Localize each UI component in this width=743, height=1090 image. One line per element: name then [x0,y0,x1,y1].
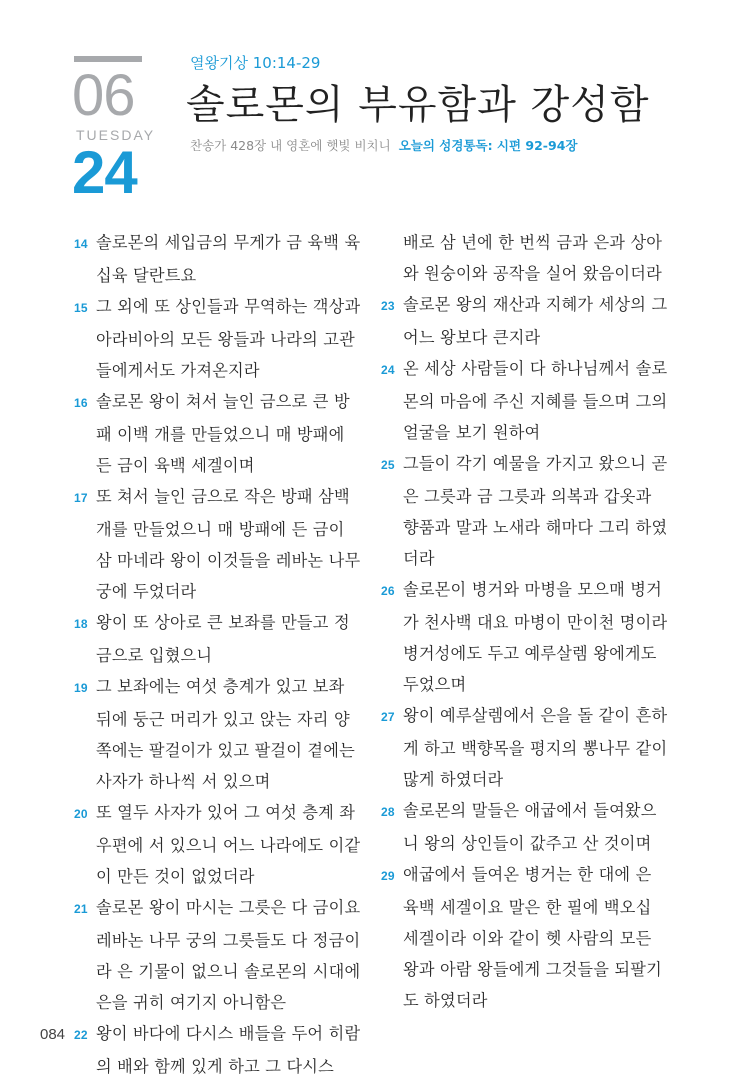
verse-number: 20 [74,807,88,821]
verse-number: 28 [381,805,395,819]
verse-text: 그 외에 또 상인들과 무역하는 객상과 아라비아의 모든 왕들과 나라의 고관들에게서도 가져온지라 [96,297,361,380]
verse-text: 왕이 또 상아로 큰 보좌를 만들고 정금으로 입혔으니 [96,613,350,665]
date-weekday: TUESDAY [76,127,156,143]
verse-text: 또 열두 사자가 있어 그 여섯 층계 좌우편에 서 있으니 어느 나라에도 이같이 만든 것이 없었더라 [96,803,361,886]
verse [74,797,364,892]
subtitle-line [190,136,577,154]
verse-number: 27 [381,710,395,724]
verse-text: 그 보좌에는 여섯 층계가 있고 보좌 뒤에 둥근 머리가 있고 앉는 자리 양쪽에는 팔걸이가 있고 팔걸이 곁에는 사자가 하나씩 서 있으며 [96,677,355,791]
verse-number: 23 [381,299,395,313]
page-number: 084 [40,1026,66,1043]
verse-number: 18 [74,617,88,631]
date-day: 24 [72,139,137,206]
verse [381,574,671,700]
verse [74,481,364,607]
verse [74,1018,364,1082]
verse-text: 온 세상 사람들이 다 하나님께서 솔로몬의 마음에 주신 지혜를 들으며 그의 얼굴을 보기 원하여 [403,359,668,442]
verse [74,386,364,481]
verse-text: 애굽에서 들여온 병거는 한 대에 은 육백 세겔이요 말은 한 필에 백오십 세겔이라 이와 같이 헷 사람의 모든 왕과 아람 왕들에게 그것들을 되팔기도 하였더라 [403,865,662,1010]
verse-text: 솔로몬의 세입금의 무게가 금 육백 육십육 달란트요 [96,233,361,285]
verse-number: 15 [74,301,88,315]
verse-text: 솔로몬이 병거와 마병을 모으매 병거가 천사백 대요 마병이 만이천 명이라 병거성에도 두고 예루살렘 왕에게도 두었으며 [403,580,668,694]
date-month: 06 [72,63,135,128]
left-column [74,227,364,1082]
verse [74,291,364,386]
verse [381,795,671,859]
verse [381,700,671,795]
verse-number: 22 [74,1028,88,1042]
verse-number: 14 [74,237,88,251]
verse-text: 또 쳐서 늘인 금으로 작은 방패 삼백 개를 만들었으니 매 방패에 든 금이 삼 마네라 왕이 이것들을 레바논 나무 궁에 두었더라 [96,487,361,601]
verse [381,289,671,353]
verse-text: 솔로몬 왕의 재산과 지혜가 세상의 그 어느 왕보다 큰지라 [403,295,668,347]
date-top-bar [74,56,142,62]
verse [74,607,364,671]
verse [74,671,364,797]
verse [74,227,364,291]
verse [381,353,671,448]
hymn-info: 찬송가 428장 내 영혼에 햇빛 비치니 [190,138,391,153]
verse-text: 솔로몬의 말들은 애굽에서 들여왔으니 왕의 상인들이 값주고 산 것이며 [403,801,657,853]
verse-number: 21 [74,902,88,916]
verse [381,448,671,574]
page-title: 솔로몬의 부유함과 강성함 [186,82,650,128]
verse-text: 왕이 예루살렘에서 은을 돌 같이 흔하게 하고 백향목을 평지의 뽕나무 같이 많게 하였더라 [403,706,668,789]
scripture-reference: 열왕기상 10:14-29 [190,54,321,72]
verse-number: 29 [381,869,395,883]
verse-continuation: 배로 삼 년에 한 번씩 금과 은과 상아와 원숭이와 공작을 실어 왔음이더라 [403,233,663,283]
verse-text: 솔로몬 왕이 마시는 그릇은 다 금이요 레바논 나무 궁의 그릇들도 다 정금이라 은 기물이 없으니 솔로몬의 시대에 은을 귀히 여기지 아니함은 [96,898,361,1012]
verse-number: 26 [381,584,395,598]
verse-text: 솔로몬 왕이 쳐서 늘인 금으로 큰 방패 이백 개를 만들었으니 매 방패에 든 금이 육백 세겔이며 [96,392,350,475]
verse [381,859,671,1016]
verse-text: 그들이 각기 예물을 가지고 왔으니 곧 은 그릇과 금 그릇과 의복과 갑옷과 향품과 말과 노새라 해마다 그리 하였더라 [403,454,668,568]
verse-number: 17 [74,491,88,505]
verse [74,892,364,1018]
verse-text: 왕이 바다에 다시스 배들을 두어 히람의 배와 함께 있게 하고 그 다시스 [96,1024,361,1076]
verse-number: 19 [74,681,88,695]
reading-plan: 오늘의 성경통독: 시편 92-94장 [398,138,578,153]
verse-number: 25 [381,458,395,472]
right-column [381,227,671,1016]
verse-number: 16 [74,396,88,410]
verse-number: 24 [381,363,395,377]
